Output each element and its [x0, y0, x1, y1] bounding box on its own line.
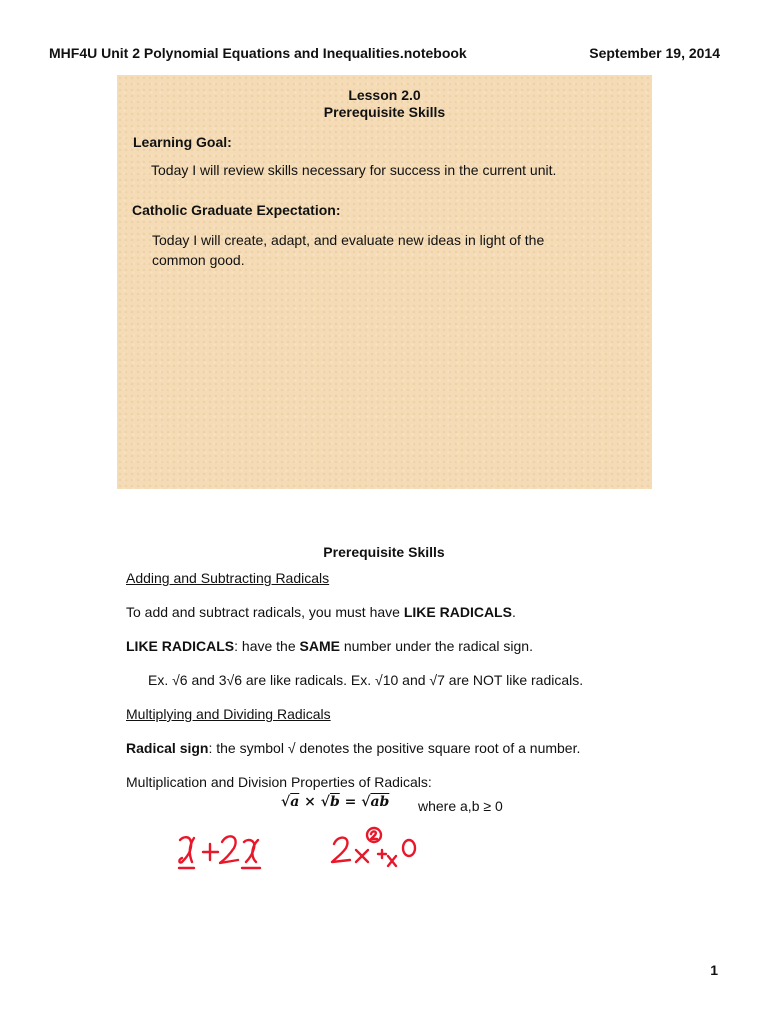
lesson-heading	[117, 87, 652, 121]
handwritten-ink	[170, 826, 430, 876]
like-radicals-label: LIKE RADICALS	[126, 638, 235, 654]
adding-intro-end: .	[511, 604, 516, 620]
like-text-1: : have the	[234, 638, 300, 654]
like-same: SAME	[299, 638, 340, 654]
section-title: Prerequisite Skills	[323, 544, 445, 560]
formula-b: b	[329, 794, 340, 810]
handwriting-right	[332, 828, 415, 866]
radical-icon: √	[361, 794, 371, 810]
radical-icon: √	[320, 794, 330, 810]
properties-text: Multiplication and Division Properties of Radicals:	[126, 774, 432, 790]
handwriting-left	[179, 836, 260, 868]
learning-goal-text: Today I will review skills necessary for success in the current unit.	[151, 162, 557, 178]
lesson-title: Prerequisite Skills	[323, 104, 446, 120]
formula-equals: =	[344, 794, 357, 810]
like-text-2: number under the radical sign.	[339, 638, 533, 654]
cge-label: Catholic Graduate Expectation:	[132, 202, 341, 218]
radical-sign-label: Radical sign	[126, 740, 209, 756]
lesson-number: Lesson 2.0	[348, 87, 421, 103]
page-number: 1	[710, 962, 718, 978]
where-condition: where a,b ≥ 0	[418, 798, 503, 814]
product-property-formula	[281, 794, 389, 810]
adding-intro-bold: LIKE RADICALS	[403, 604, 512, 620]
formula-times: ×	[304, 794, 316, 810]
adding-intro	[126, 604, 516, 620]
radical-sign-text: : the symbol √ denotes the positive square root of a number.	[208, 740, 581, 756]
notebook-title: MHF4U Unit 2 Polynomial Equations and Inequalities.notebook	[49, 45, 467, 61]
like-radicals-example: Ex. √6 and 3√6 are like radicals. Ex. √10 and √7 are NOT like radicals.	[148, 672, 584, 688]
adding-intro-text: To add and subtract radicals, you must have	[126, 604, 404, 620]
formula-a: a	[290, 794, 300, 810]
learning-goal-label: Learning Goal:	[133, 134, 232, 150]
lesson-panel	[117, 75, 652, 489]
radical-sign-definition	[126, 740, 580, 756]
mult-heading: Multiplying and Dividing Radicals	[126, 706, 331, 722]
like-radicals-definition	[126, 638, 533, 654]
cge-text: Today I will create, adapt, and evaluate new ideas in light of the common good.	[152, 232, 545, 268]
radical-icon: √	[281, 794, 291, 810]
formula-ab: ab	[370, 794, 390, 810]
notebook-date: September 19, 2014	[589, 45, 720, 61]
adding-heading: Adding and Subtracting Radicals	[126, 570, 330, 586]
